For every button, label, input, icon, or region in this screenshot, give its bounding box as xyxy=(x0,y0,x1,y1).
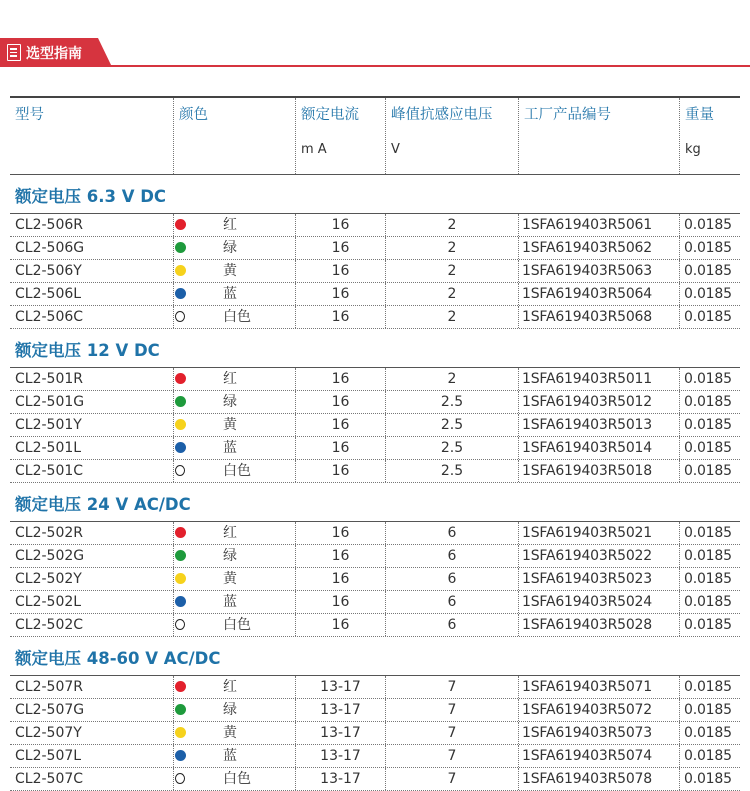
weight-cell: 0.0185 xyxy=(679,283,740,305)
header-rated-current xyxy=(295,98,385,174)
model-cell: CL2-506L xyxy=(15,286,82,302)
table-body xyxy=(10,175,740,791)
table-row xyxy=(10,414,740,437)
current-cell: 16 xyxy=(295,591,385,613)
current-cell: 16 xyxy=(295,568,385,590)
color-name-cell: 白色 xyxy=(223,771,251,787)
table-row xyxy=(10,368,740,391)
color-dot-icon xyxy=(175,265,186,276)
product-code-cell: 1SFA619403R5011 xyxy=(518,368,679,390)
model-cell: CL2-501R xyxy=(15,371,83,387)
color-dot-icon xyxy=(175,242,186,253)
product-code-cell: 1SFA619403R5022 xyxy=(518,545,679,567)
header-label: 额定电流 xyxy=(301,107,359,123)
table-row xyxy=(10,391,740,414)
product-code-cell: 1SFA619403R5028 xyxy=(518,614,679,636)
product-code-cell: 1SFA619403R5068 xyxy=(518,306,679,328)
color-name-cell: 绿 xyxy=(223,240,237,256)
model-cell: CL2-502Y xyxy=(15,571,82,587)
weight-cell: 0.0185 xyxy=(679,237,740,259)
current-cell: 13-17 xyxy=(295,676,385,698)
color-name-cell: 黄 xyxy=(223,571,237,587)
table-row xyxy=(10,214,740,237)
voltage-cell: 2 xyxy=(385,237,518,259)
product-code-cell: 1SFA619403R5071 xyxy=(518,676,679,698)
current-cell: 16 xyxy=(295,614,385,636)
product-code-cell: 1SFA619403R5013 xyxy=(518,414,679,436)
current-cell: 13-17 xyxy=(295,745,385,767)
product-code-cell: 1SFA619403R5062 xyxy=(518,237,679,259)
current-cell: 13-17 xyxy=(295,768,385,790)
table-row xyxy=(10,568,740,591)
model-cell: CL2-507R xyxy=(15,679,83,695)
voltage-cell: 7 xyxy=(385,745,518,767)
weight-cell: 0.0185 xyxy=(679,722,740,744)
model-cell: CL2-502G xyxy=(15,548,85,564)
voltage-cell: 2 xyxy=(385,214,518,236)
weight-cell: 0.0185 xyxy=(679,614,740,636)
group-title: 额定电压 6.3 V DC xyxy=(10,175,740,214)
table-row xyxy=(10,676,740,699)
header-label: 型号 xyxy=(15,107,44,123)
color-name-cell: 蓝 xyxy=(223,748,237,764)
voltage-cell: 2.5 xyxy=(385,391,518,413)
current-cell: 13-17 xyxy=(295,699,385,721)
header-model xyxy=(10,98,173,174)
product-code-cell: 1SFA619403R5014 xyxy=(518,437,679,459)
weight-cell: 0.0185 xyxy=(679,214,740,236)
voltage-cell: 2 xyxy=(385,368,518,390)
section-title: 选型指南 xyxy=(26,46,82,62)
voltage-cell: 6 xyxy=(385,591,518,613)
weight-cell: 0.0185 xyxy=(679,545,740,567)
color-dot-icon xyxy=(175,465,185,476)
spec-table xyxy=(10,96,740,791)
current-cell: 16 xyxy=(295,437,385,459)
color-name-cell: 红 xyxy=(223,679,237,695)
group-title: 额定电压 48-60 V AC/DC xyxy=(10,637,740,676)
color-name-cell: 绿 xyxy=(223,548,237,564)
table-row xyxy=(10,306,740,329)
table-row xyxy=(10,545,740,568)
color-dot-icon xyxy=(175,619,185,630)
document-icon xyxy=(7,44,21,61)
color-name-cell: 绿 xyxy=(223,702,237,718)
color-name-cell: 白色 xyxy=(223,463,251,479)
table-row xyxy=(10,745,740,768)
weight-cell: 0.0185 xyxy=(679,306,740,328)
color-name-cell: 黄 xyxy=(223,263,237,279)
current-cell: 16 xyxy=(295,237,385,259)
table-row xyxy=(10,460,740,483)
weight-cell: 0.0185 xyxy=(679,368,740,390)
weight-cell: 0.0185 xyxy=(679,260,740,282)
voltage-cell: 6 xyxy=(385,522,518,544)
weight-cell: 0.0185 xyxy=(679,768,740,790)
header-label: 重量 xyxy=(685,107,714,123)
voltage-cell: 7 xyxy=(385,768,518,790)
product-code-cell: 1SFA619403R5073 xyxy=(518,722,679,744)
weight-cell: 0.0185 xyxy=(679,568,740,590)
voltage-cell: 6 xyxy=(385,568,518,590)
color-dot-icon xyxy=(175,396,186,407)
current-cell: 16 xyxy=(295,260,385,282)
color-dot-icon xyxy=(175,288,186,299)
color-dot-icon xyxy=(175,527,186,538)
header-label: 颜色 xyxy=(179,107,208,123)
table-row xyxy=(10,283,740,306)
model-cell: CL2-507C xyxy=(15,771,84,787)
table-row xyxy=(10,437,740,460)
header-label: 工厂产品编号 xyxy=(524,107,611,123)
weight-cell: 0.0185 xyxy=(679,391,740,413)
model-cell: CL2-501L xyxy=(15,440,82,456)
weight-cell: 0.0185 xyxy=(679,437,740,459)
color-dot-icon xyxy=(175,681,186,692)
model-cell: CL2-507Y xyxy=(15,725,82,741)
weight-cell: 0.0185 xyxy=(679,676,740,698)
product-code-cell: 1SFA619403R5012 xyxy=(518,391,679,413)
voltage-cell: 2 xyxy=(385,260,518,282)
model-cell: CL2-507L xyxy=(15,748,82,764)
model-cell: CL2-507G xyxy=(15,702,85,718)
color-name-cell: 白色 xyxy=(223,309,251,325)
color-dot-icon xyxy=(175,596,186,607)
header-unit: m A xyxy=(301,142,327,157)
color-dot-icon xyxy=(175,704,186,715)
section-banner xyxy=(0,38,750,68)
header-product-code xyxy=(518,98,679,174)
current-cell: 13-17 xyxy=(295,722,385,744)
product-code-cell: 1SFA619403R5074 xyxy=(518,745,679,767)
color-name-cell: 红 xyxy=(223,217,237,233)
table-row xyxy=(10,699,740,722)
color-dot-icon xyxy=(175,573,186,584)
current-cell: 16 xyxy=(295,460,385,482)
current-cell: 16 xyxy=(295,414,385,436)
current-cell: 16 xyxy=(295,368,385,390)
color-name-cell: 白色 xyxy=(223,617,251,633)
color-name-cell: 绿 xyxy=(223,394,237,410)
model-cell: CL2-502R xyxy=(15,525,83,541)
model-cell: CL2-502C xyxy=(15,617,84,633)
color-dot-icon xyxy=(175,442,186,453)
product-code-cell: 1SFA619403R5061 xyxy=(518,214,679,236)
color-name-cell: 红 xyxy=(223,371,237,387)
table-row xyxy=(10,260,740,283)
product-code-cell: 1SFA619403R5064 xyxy=(518,283,679,305)
color-dot-icon xyxy=(175,219,186,230)
voltage-cell: 2 xyxy=(385,306,518,328)
color-dot-icon xyxy=(175,311,185,322)
voltage-cell: 2 xyxy=(385,283,518,305)
color-name-cell: 蓝 xyxy=(223,286,237,302)
header-unit: V xyxy=(391,142,400,157)
table-row xyxy=(10,614,740,637)
color-dot-icon xyxy=(175,750,186,761)
product-code-cell: 1SFA619403R5024 xyxy=(518,591,679,613)
table-row xyxy=(10,591,740,614)
header-unit: kg xyxy=(685,142,701,157)
color-dot-icon xyxy=(175,727,186,738)
weight-cell: 0.0185 xyxy=(679,699,740,721)
product-code-cell: 1SFA619403R5078 xyxy=(518,768,679,790)
table-row xyxy=(10,768,740,791)
voltage-cell: 6 xyxy=(385,614,518,636)
model-cell: CL2-506C xyxy=(15,309,84,325)
current-cell: 16 xyxy=(295,214,385,236)
product-code-cell: 1SFA619403R5063 xyxy=(518,260,679,282)
model-cell: CL2-501C xyxy=(15,463,84,479)
voltage-cell: 7 xyxy=(385,722,518,744)
current-cell: 16 xyxy=(295,545,385,567)
table-row xyxy=(10,522,740,545)
model-cell: CL2-501G xyxy=(15,394,85,410)
model-cell: CL2-506G xyxy=(15,240,85,256)
product-code-cell: 1SFA619403R5072 xyxy=(518,699,679,721)
color-dot-icon xyxy=(175,373,186,384)
color-name-cell: 蓝 xyxy=(223,594,237,610)
voltage-cell: 2.5 xyxy=(385,414,518,436)
voltage-cell: 7 xyxy=(385,699,518,721)
header-color xyxy=(173,98,295,174)
weight-cell: 0.0185 xyxy=(679,414,740,436)
color-name-cell: 红 xyxy=(223,525,237,541)
model-cell: CL2-506R xyxy=(15,217,83,233)
voltage-cell: 2.5 xyxy=(385,460,518,482)
color-dot-icon xyxy=(175,773,185,784)
weight-cell: 0.0185 xyxy=(679,591,740,613)
weight-cell: 0.0185 xyxy=(679,522,740,544)
model-cell: CL2-506Y xyxy=(15,263,82,279)
color-dot-icon xyxy=(175,550,186,561)
table-header xyxy=(10,96,740,175)
current-cell: 16 xyxy=(295,522,385,544)
table-row xyxy=(10,237,740,260)
product-code-cell: 1SFA619403R5021 xyxy=(518,522,679,544)
current-cell: 16 xyxy=(295,283,385,305)
product-code-cell: 1SFA619403R5023 xyxy=(518,568,679,590)
color-name-cell: 黄 xyxy=(223,725,237,741)
header-label: 峰值抗感应电压 xyxy=(391,107,493,123)
model-cell: CL2-501Y xyxy=(15,417,82,433)
header-peak-voltage xyxy=(385,98,518,174)
weight-cell: 0.0185 xyxy=(679,460,740,482)
voltage-cell: 7 xyxy=(385,676,518,698)
product-code-cell: 1SFA619403R5018 xyxy=(518,460,679,482)
voltage-cell: 6 xyxy=(385,545,518,567)
color-name-cell: 黄 xyxy=(223,417,237,433)
group-title: 额定电压 24 V AC/DC xyxy=(10,483,740,522)
color-dot-icon xyxy=(175,419,186,430)
table-row xyxy=(10,722,740,745)
model-cell: CL2-502L xyxy=(15,594,82,610)
weight-cell: 0.0185 xyxy=(679,745,740,767)
group-title: 额定电压 12 V DC xyxy=(10,329,740,368)
voltage-cell: 2.5 xyxy=(385,437,518,459)
current-cell: 16 xyxy=(295,306,385,328)
current-cell: 16 xyxy=(295,391,385,413)
header-weight xyxy=(679,98,740,174)
banner-underline xyxy=(0,65,750,67)
color-name-cell: 蓝 xyxy=(223,440,237,456)
